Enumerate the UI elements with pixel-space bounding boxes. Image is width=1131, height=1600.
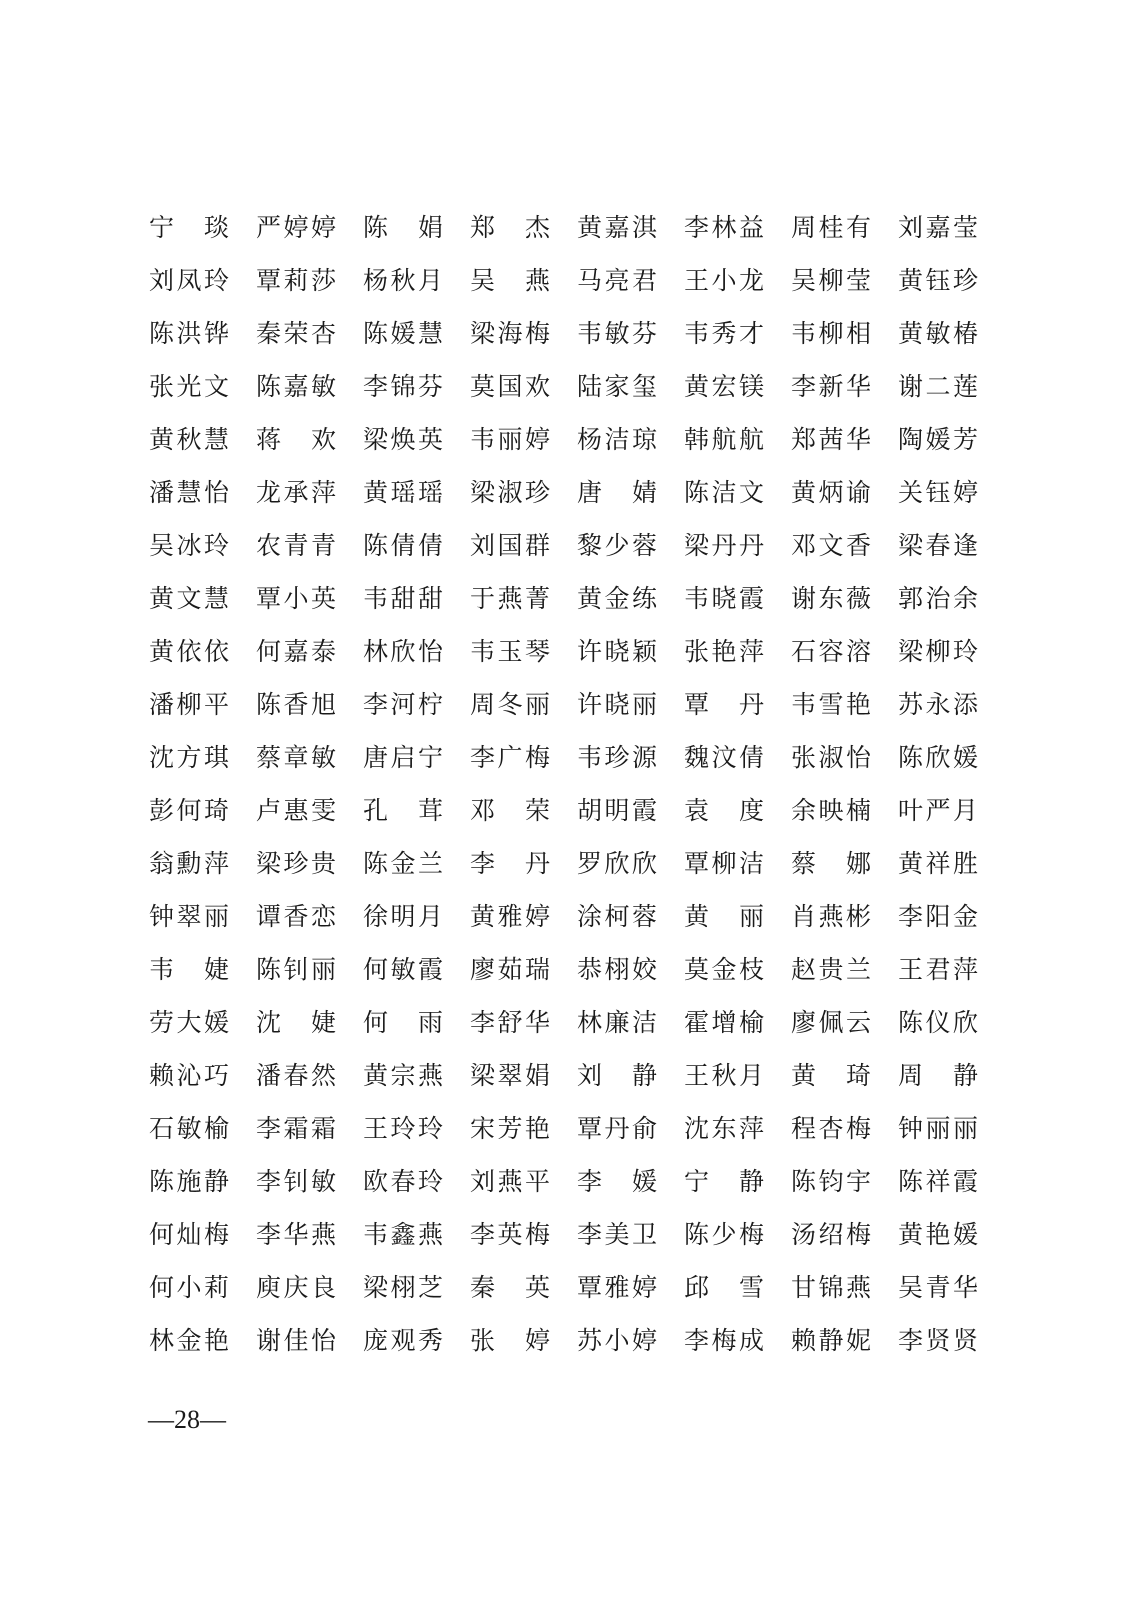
name-entry: 郭 治 余 <box>898 584 978 613</box>
name-entry: 黄 敏 椿 <box>898 319 978 348</box>
name-entry: 莫 金 枝 <box>684 955 764 984</box>
name-entry: 陈 金 兰 <box>363 849 443 878</box>
name-entry: 覃 柳 洁 <box>684 849 764 878</box>
name-entry: 于 燕 菁 <box>470 584 550 613</box>
name-entry: 韦 丽 婷 <box>470 425 550 454</box>
name-entry: 张 光 文 <box>149 372 229 401</box>
name-entry: 韦 婕 <box>149 955 229 984</box>
name-entry: 叶 严 月 <box>898 796 978 825</box>
name-entry: 宁 静 <box>684 1167 764 1196</box>
name-entry: 陈 倩 倩 <box>363 531 443 560</box>
name-entry: 何 敏 霞 <box>363 955 443 984</box>
name-entry: 蔡 娜 <box>791 849 871 878</box>
name-entry: 覃 莉 莎 <box>256 266 336 295</box>
name-entry: 恭 栩 姣 <box>577 955 657 984</box>
name-entry: 陈 欣 媛 <box>898 743 978 772</box>
name-entry: 林 欣 怡 <box>363 637 443 666</box>
name-entry: 袁 度 <box>684 796 764 825</box>
name-entry: 韦 秀 才 <box>684 319 764 348</box>
name-entry: 韦 敏 芬 <box>577 319 657 348</box>
name-entry: 吴 燕 <box>470 266 550 295</box>
name-entry: 陈 洁 文 <box>684 478 764 507</box>
name-entry: 韦 玉 琴 <box>470 637 550 666</box>
name-entry: 刘 燕 平 <box>470 1167 550 1196</box>
name-entry: 程 杏 梅 <box>791 1114 871 1143</box>
name-entry: 关 钰 婷 <box>898 478 978 507</box>
name-entry: 陈 祥 霞 <box>898 1167 978 1196</box>
name-entry: 汤 绍 梅 <box>791 1220 871 1249</box>
name-entry: 农 青 青 <box>256 531 336 560</box>
name-entry: 黎 少 蓉 <box>577 531 657 560</box>
name-entry: 周 冬 丽 <box>470 690 550 719</box>
name-entry: 龙 承 萍 <box>256 478 336 507</box>
name-entry: 沈 方 琪 <box>149 743 229 772</box>
name-entry: 覃 丹 俞 <box>577 1114 657 1143</box>
name-entry: 黄 琦 <box>791 1061 871 1090</box>
name-entry: 黄 宏 镁 <box>684 372 764 401</box>
name-entry: 苏 小 婷 <box>577 1326 657 1355</box>
name-entry: 梁 丹 丹 <box>684 531 764 560</box>
name-entry: 劳 大 媛 <box>149 1008 229 1037</box>
name-entry: 宋 芳 艳 <box>470 1114 550 1143</box>
name-entry: 何 小 莉 <box>149 1273 229 1302</box>
name-entry: 韦 晓 霞 <box>684 584 764 613</box>
name-entry: 黄 文 慧 <box>149 584 229 613</box>
name-entry: 谢 东 薇 <box>791 584 871 613</box>
name-entry: 罗 欣 欣 <box>577 849 657 878</box>
name-entry: 邓 文 香 <box>791 531 871 560</box>
name-entry: 李 河 柠 <box>363 690 443 719</box>
name-entry: 林 金 艳 <box>149 1326 229 1355</box>
name-entry: 苏 永 添 <box>898 690 978 719</box>
name-entry: 李 美 卫 <box>577 1220 657 1249</box>
name-entry: 石 敏 榆 <box>149 1114 229 1143</box>
name-entry: 许 晓 颖 <box>577 637 657 666</box>
name-entry: 黄 丽 <box>684 902 764 931</box>
name-entry: 潘 春 然 <box>256 1061 336 1090</box>
name-entry: 陈 香 旭 <box>256 690 336 719</box>
name-entry: 陈 嘉 敏 <box>256 372 336 401</box>
name-entry: 李 锦 芬 <box>363 372 443 401</box>
name-entry: 黄 艳 媛 <box>898 1220 978 1249</box>
name-entry: 黄 秋 慧 <box>149 425 229 454</box>
name-entry: 黄 雅 婷 <box>470 902 550 931</box>
name-entry: 覃 雅 婷 <box>577 1273 657 1302</box>
name-entry: 庞 观 秀 <box>363 1326 443 1355</box>
name-entry: 李 贤 贤 <box>898 1326 978 1355</box>
name-entry: 李 梅 成 <box>684 1326 764 1355</box>
name-entry: 陈 娟 <box>363 213 443 242</box>
name-entry: 邓 荣 <box>470 796 550 825</box>
name-entry: 陈 钊 丽 <box>256 955 336 984</box>
name-entry: 韦 柳 相 <box>791 319 871 348</box>
name-entry: 林 廉 洁 <box>577 1008 657 1037</box>
name-entry: 陈 施 静 <box>149 1167 229 1196</box>
name-entry: 吴 冰 玲 <box>149 531 229 560</box>
name-entry: 翁 勳 萍 <box>149 849 229 878</box>
name-entry: 陈 钧 宇 <box>791 1167 871 1196</box>
name-entry: 马 亮 君 <box>577 266 657 295</box>
name-entry: 梁 栩 芝 <box>363 1273 443 1302</box>
name-entry: 赖 沁 巧 <box>149 1061 229 1090</box>
page-number: —28— <box>148 1405 226 1434</box>
name-entry: 陈 洪 铧 <box>149 319 229 348</box>
name-entry: 陈 媛 慧 <box>363 319 443 348</box>
name-entry: 唐 启 宁 <box>363 743 443 772</box>
name-entry: 黄 钰 珍 <box>898 266 978 295</box>
name-entry: 何 嘉 泰 <box>256 637 336 666</box>
name-entry: 霍 增 榆 <box>684 1008 764 1037</box>
name-entry: 潘 慧 怡 <box>149 478 229 507</box>
name-entry: 甘 锦 燕 <box>791 1273 871 1302</box>
name-entry: 孔 茸 <box>363 796 443 825</box>
name-entry: 王 小 龙 <box>684 266 764 295</box>
name-entry: 韦 甜 甜 <box>363 584 443 613</box>
name-entry: 梁 淑 珍 <box>470 478 550 507</box>
name-entry: 李 华 燕 <box>256 1220 336 1249</box>
name-entry: 陈 仪 欣 <box>898 1008 978 1037</box>
name-entry: 覃 丹 <box>684 690 764 719</box>
name-entry: 李 丹 <box>470 849 550 878</box>
name-entry: 蔡 章 敏 <box>256 743 336 772</box>
name-entry: 余 映 楠 <box>791 796 871 825</box>
name-entry: 何 雨 <box>363 1008 443 1037</box>
name-entry: 王 君 萍 <box>898 955 978 984</box>
name-entry: 黄 祥 胜 <box>898 849 978 878</box>
name-entry: 胡 明 霞 <box>577 796 657 825</box>
name-entry: 杨 秋 月 <box>363 266 443 295</box>
name-entry: 刘 凤 玲 <box>149 266 229 295</box>
name-entry: 吴 柳 莹 <box>791 266 871 295</box>
name-entry: 秦 荣 杏 <box>256 319 336 348</box>
name-entry: 石 容 溶 <box>791 637 871 666</box>
name-entry: 周 静 <box>898 1061 978 1090</box>
name-entry: 潘 柳 平 <box>149 690 229 719</box>
name-entry: 黄 嘉 淇 <box>577 213 657 242</box>
name-entry: 邱 雪 <box>684 1273 764 1302</box>
name-entry: 廖 佩 云 <box>791 1008 871 1037</box>
name-entry: 秦 英 <box>470 1273 550 1302</box>
name-entry: 郑 茜 华 <box>791 425 871 454</box>
name-entry: 梁 珍 贵 <box>256 849 336 878</box>
name-entry: 王 秋 月 <box>684 1061 764 1090</box>
name-entry: 黄 瑶 瑶 <box>363 478 443 507</box>
name-entry: 肖 燕 彬 <box>791 902 871 931</box>
name-entry: 黄 宗 燕 <box>363 1061 443 1090</box>
name-entry: 梁 焕 英 <box>363 425 443 454</box>
name-entry: 韦 珍 源 <box>577 743 657 772</box>
name-entry: 王 玲 玲 <box>363 1114 443 1143</box>
name-entry: 杨 洁 琼 <box>577 425 657 454</box>
name-entry: 谭 香 恋 <box>256 902 336 931</box>
name-entry: 韩 航 航 <box>684 425 764 454</box>
name-entry: 李 阳 金 <box>898 902 978 931</box>
name-entry: 李 钊 敏 <box>256 1167 336 1196</box>
name-entry: 李 林 益 <box>684 213 764 242</box>
name-entry: 魏 汶 倩 <box>684 743 764 772</box>
name-entry: 许 晓 丽 <box>577 690 657 719</box>
name-entry: 郑 杰 <box>470 213 550 242</box>
name-entry: 赖 静 妮 <box>791 1326 871 1355</box>
name-entry: 涂 柯 蓉 <box>577 902 657 931</box>
name-entry: 梁 海 梅 <box>470 319 550 348</box>
name-entry: 廖 茹 瑞 <box>470 955 550 984</box>
name-entry: 莫 国 欢 <box>470 372 550 401</box>
name-entry: 谢 二 莲 <box>898 372 978 401</box>
name-entry: 彭 何 琦 <box>149 796 229 825</box>
name-entry: 徐 明 月 <box>363 902 443 931</box>
name-entry: 周 桂 有 <box>791 213 871 242</box>
name-entry: 刘 静 <box>577 1061 657 1090</box>
name-entry: 何 灿 梅 <box>149 1220 229 1249</box>
name-entry: 谢 佳 怡 <box>256 1326 336 1355</box>
name-entry: 张 婷 <box>470 1326 550 1355</box>
name-entry: 欧 春 玲 <box>363 1167 443 1196</box>
name-entry: 李 新 华 <box>791 372 871 401</box>
name-entry: 赵 贵 兰 <box>791 955 871 984</box>
name-entry: 梁 柳 玲 <box>898 637 978 666</box>
name-entry: 梁 翠 娟 <box>470 1061 550 1090</box>
name-entry: 严 婷 婷 <box>256 213 336 242</box>
name-entry: 李 霜 霜 <box>256 1114 336 1143</box>
name-entry: 沈 东 萍 <box>684 1114 764 1143</box>
name-entry: 刘 嘉 莹 <box>898 213 978 242</box>
name-entry: 黄 依 依 <box>149 637 229 666</box>
name-entry: 宁 琰 <box>149 213 229 242</box>
name-entry: 覃 小 英 <box>256 584 336 613</box>
name-entry: 钟 翠 丽 <box>149 902 229 931</box>
name-entry: 陈 少 梅 <box>684 1220 764 1249</box>
name-entry: 唐 婧 <box>577 478 657 507</box>
name-entry: 蒋 欢 <box>256 425 336 454</box>
name-entry: 张 艳 萍 <box>684 637 764 666</box>
name-entry: 张 淑 怡 <box>791 743 871 772</box>
name-entry: 钟 丽 丽 <box>898 1114 978 1143</box>
name-entry: 陆 家 玺 <box>577 372 657 401</box>
name-entry: 陶 媛 芳 <box>898 425 978 454</box>
name-entry: 李 媛 <box>577 1167 657 1196</box>
name-entry: 刘 国 群 <box>470 531 550 560</box>
name-entry: 庾 庆 良 <box>256 1273 336 1302</box>
name-entry: 李 英 梅 <box>470 1220 550 1249</box>
name-entry: 黄 炳 谕 <box>791 478 871 507</box>
name-list-grid <box>149 206 989 1372</box>
name-entry: 李 广 梅 <box>470 743 550 772</box>
name-entry: 韦 雪 艳 <box>791 690 871 719</box>
name-entry: 吴 青 华 <box>898 1273 978 1302</box>
name-entry: 卢 惠 雯 <box>256 796 336 825</box>
name-entry: 李 舒 华 <box>470 1008 550 1037</box>
name-entry: 黄 金 练 <box>577 584 657 613</box>
name-entry: 韦 鑫 燕 <box>363 1220 443 1249</box>
name-entry: 沈 婕 <box>256 1008 336 1037</box>
name-entry: 梁 春 逢 <box>898 531 978 560</box>
